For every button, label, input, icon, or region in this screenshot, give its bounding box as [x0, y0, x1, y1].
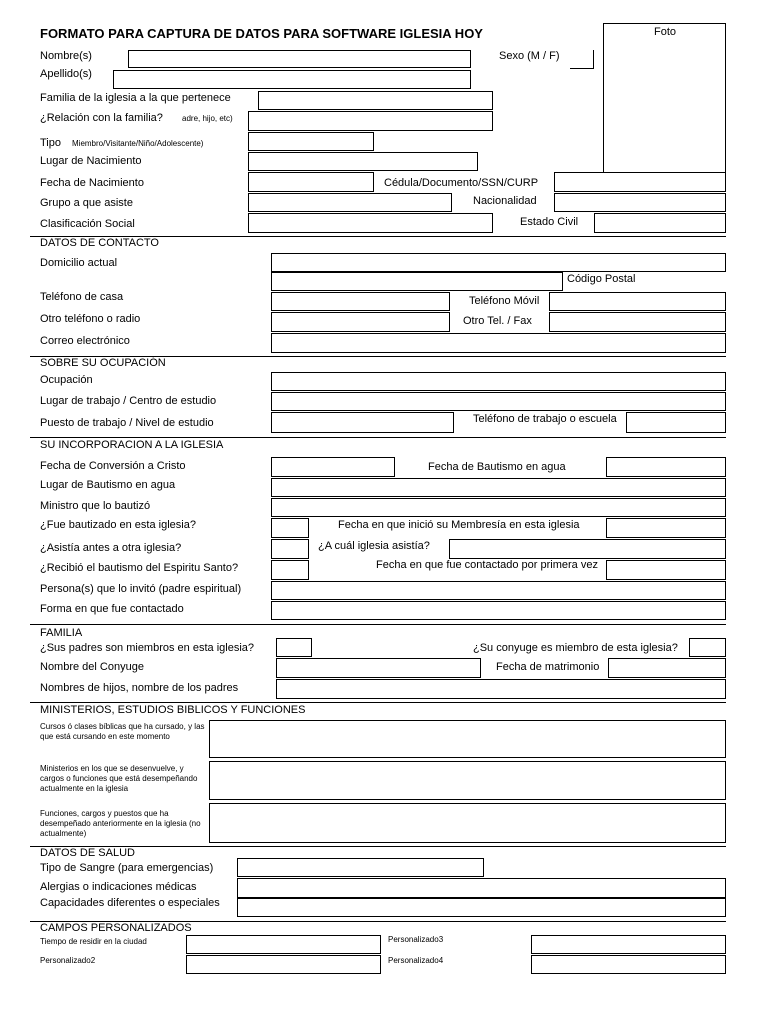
- correo-input[interactable]: [271, 333, 726, 353]
- funciones-anteriores-input[interactable]: [209, 803, 726, 843]
- bautizado-aqui-label: ¿Fue bautizado en esta iglesia?: [40, 519, 196, 531]
- hijos-label: Nombres de hijos, nombre de los padres: [40, 682, 239, 694]
- form-title: FORMATO PARA CAPTURA DE DATOS PARA SOFTWARE IGLESIA HOY: [40, 26, 483, 41]
- fecha-conversion-label: Fecha de Conversión a Cristo: [40, 460, 186, 472]
- padres-miembros-input[interactable]: [276, 638, 312, 657]
- lugar-bautismo-label: Lugar de Bautismo en agua: [40, 479, 176, 491]
- personalizado4-label: Personalizado4: [388, 956, 444, 965]
- familia-label: Familia de la iglesia a la que pertenece: [40, 92, 231, 104]
- cursos-input[interactable]: [209, 720, 726, 758]
- relacion-hint: adre, hijo, etc): [182, 114, 233, 123]
- nombre-label: Nombre(s): [40, 50, 92, 62]
- otro-tel-input[interactable]: [271, 312, 450, 332]
- padres-miembros-label: ¿Sus padres son miembros en esta iglesia?: [40, 642, 254, 654]
- correo-label: Correo electrónico: [40, 335, 130, 347]
- sangre-label: Tipo de Sangre (para emergencias): [40, 862, 214, 874]
- ocupacion-header: SOBRE SU OCUPACIÓN: [40, 357, 166, 369]
- familia-input[interactable]: [258, 91, 493, 110]
- fecha-contacto-label: Fecha en que fue contactado por primera vez: [376, 559, 598, 571]
- funciones-anteriores-label: Funciones, cargos y puestos que ha desempeñado anteriormente en la iglesia (no actualmente): [40, 809, 201, 838]
- ministro-label: Ministro que lo bautizó: [40, 500, 151, 512]
- ministro-input[interactable]: [271, 498, 726, 517]
- tel-trabajo-input[interactable]: [626, 412, 726, 433]
- ministerios-actuales-label: Ministerios en los que se desenvuelve, y cargos o funciones que está desempeñando actualmente en la iglesia: [40, 764, 198, 793]
- espiritu-input[interactable]: [271, 560, 309, 580]
- forma-contacto-input[interactable]: [271, 601, 726, 620]
- fecha-membresia-input[interactable]: [606, 518, 726, 538]
- cual-iglesia-label: ¿A cuál iglesia asistía?: [318, 540, 430, 552]
- relacion-label: ¿Relación con la familia?: [40, 112, 163, 124]
- relacion-input[interactable]: [248, 111, 493, 131]
- tipo-label: Tipo: [40, 137, 61, 149]
- asistia-input[interactable]: [271, 539, 309, 559]
- cursos-label: Cursos ó clases bíblicas que ha cursado, y las que está cursando en este momento: [40, 722, 205, 741]
- tiempo-input[interactable]: [186, 935, 381, 954]
- fecha-membresia-label: Fecha en que inició su Membresía en esta iglesia: [338, 519, 580, 531]
- grupo-label: Grupo a que asiste: [40, 197, 133, 209]
- asistia-label: ¿Asistía antes a otra iglesia?: [40, 542, 182, 554]
- nacionalidad-label: Nacionalidad: [473, 195, 537, 207]
- estado-civil-label: Estado Civil: [520, 216, 579, 228]
- tel-casa-input[interactable]: [271, 292, 450, 311]
- fecha-nac-label: Fecha de Nacimiento: [40, 177, 144, 189]
- incorporacion-header: SU INCORPORACION A LA IGLESIA: [40, 439, 224, 451]
- alergias-label: Alergias o indicaciones médicas: [40, 881, 197, 893]
- clasificacion-label: Clasificación Social: [40, 218, 135, 230]
- tel-trabajo-label: Teléfono de trabajo o escuela: [473, 413, 617, 425]
- otro-tel-label: Otro teléfono o radio: [40, 313, 141, 325]
- personalizado2-label: Personalizado2: [40, 956, 96, 965]
- nombre-input[interactable]: [128, 50, 471, 68]
- sexo-input[interactable]: [593, 50, 594, 68]
- capacidades-input[interactable]: [237, 898, 726, 917]
- contacto-header: DATOS DE CONTACTO: [40, 237, 159, 249]
- personalizado3-label: Personalizado3: [388, 935, 444, 944]
- puesto-input[interactable]: [271, 412, 454, 433]
- domicilio-input-2[interactable]: [271, 272, 563, 291]
- personalizados-header: CAMPOS PERSONALIZADOS: [40, 922, 192, 934]
- codigo-postal-label: Código Postal: [567, 273, 636, 285]
- forma-contacto-label: Forma en que fue contactado: [40, 603, 184, 615]
- conyuge-miembro-input[interactable]: [689, 638, 726, 657]
- nacionalidad-input[interactable]: [554, 193, 726, 212]
- fecha-matrimonio-input[interactable]: [608, 658, 726, 678]
- padre-espiritual-label: Persona(s) que lo invitó (padre espiritual): [40, 583, 242, 595]
- grupo-input[interactable]: [248, 193, 452, 212]
- apellido-input[interactable]: [113, 70, 471, 89]
- fecha-bautismo-label: Fecha de Bautismo en agua: [428, 461, 566, 473]
- lugar-trabajo-label: Lugar de trabajo / Centro de estudio: [40, 395, 217, 407]
- domicilio-input-1[interactable]: [271, 253, 726, 272]
- personalizado4-input[interactable]: [531, 955, 726, 974]
- lugar-trabajo-input[interactable]: [271, 392, 726, 411]
- bautizado-aqui-input[interactable]: [271, 518, 309, 538]
- salud-header: DATOS DE SALUD: [40, 847, 135, 859]
- tiempo-label: Tiempo de residir en la ciudad: [40, 937, 147, 946]
- sangre-input[interactable]: [237, 858, 484, 877]
- conyuge-miembro-label: ¿Su conyuge es miembro de esta iglesia?: [473, 642, 678, 654]
- fecha-matrimonio-label: Fecha de matrimonio: [496, 661, 600, 673]
- hijos-input[interactable]: [276, 679, 726, 699]
- tel-movil-input[interactable]: [549, 292, 726, 311]
- cedula-input[interactable]: [554, 172, 726, 192]
- apellido-label: Apellido(s): [40, 68, 92, 80]
- capacidades-label: Capacidades diferentes o especiales: [40, 897, 220, 909]
- alergias-input[interactable]: [237, 878, 726, 898]
- lugar-bautismo-input[interactable]: [271, 478, 726, 497]
- tipo-input[interactable]: [248, 132, 374, 151]
- lugar-nac-label: Lugar de Nacimiento: [40, 155, 142, 167]
- fecha-nac-input[interactable]: [248, 172, 374, 192]
- domicilio-label: Domicilio actual: [40, 257, 118, 269]
- ocupacion-label: Ocupación: [40, 374, 93, 386]
- tel-movil-label: Teléfono Móvil: [469, 295, 540, 307]
- cedula-label: Cédula/Documento/SSN/CURP: [384, 177, 539, 189]
- otro-fax-input[interactable]: [549, 312, 726, 332]
- fecha-contacto-input[interactable]: [606, 560, 726, 580]
- cual-iglesia-input[interactable]: [449, 539, 726, 559]
- espiritu-label: ¿Recibió el bautismo del Espiritu Santo?: [40, 562, 239, 574]
- clasificacion-input[interactable]: [248, 213, 493, 233]
- tipo-hint: Miembro/Visitante/Niño/Adolescente): [72, 139, 204, 148]
- nombre-conyuge-label: Nombre del Conyuge: [40, 661, 144, 673]
- fecha-bautismo-input[interactable]: [606, 457, 726, 477]
- padre-espiritual-input[interactable]: [271, 581, 726, 600]
- personalizado3-input[interactable]: [531, 935, 726, 954]
- ocupacion-input[interactable]: [271, 372, 726, 391]
- otro-fax-label: Otro Tel. / Fax: [463, 315, 532, 327]
- familia-header: FAMILIA: [40, 627, 83, 639]
- lugar-nac-input[interactable]: [248, 152, 478, 171]
- puesto-label: Puesto de trabajo / Nivel de estudio: [40, 417, 214, 429]
- photo-box[interactable]: [603, 23, 726, 173]
- personalizado2-input[interactable]: [186, 955, 381, 974]
- sexo-label: Sexo (M / F): [499, 50, 560, 62]
- estado-civil-input[interactable]: [594, 213, 726, 233]
- tel-casa-label: Teléfono de casa: [40, 291, 124, 303]
- ministerios-header: MINISTERIOS, ESTUDIOS BIBLICOS Y FUNCIONES: [40, 704, 306, 716]
- photo-label: Foto: [654, 26, 677, 38]
- fecha-conversion-input[interactable]: [271, 457, 395, 477]
- ministerios-actuales-input[interactable]: [209, 761, 726, 800]
- nombre-conyuge-input[interactable]: [276, 658, 481, 678]
